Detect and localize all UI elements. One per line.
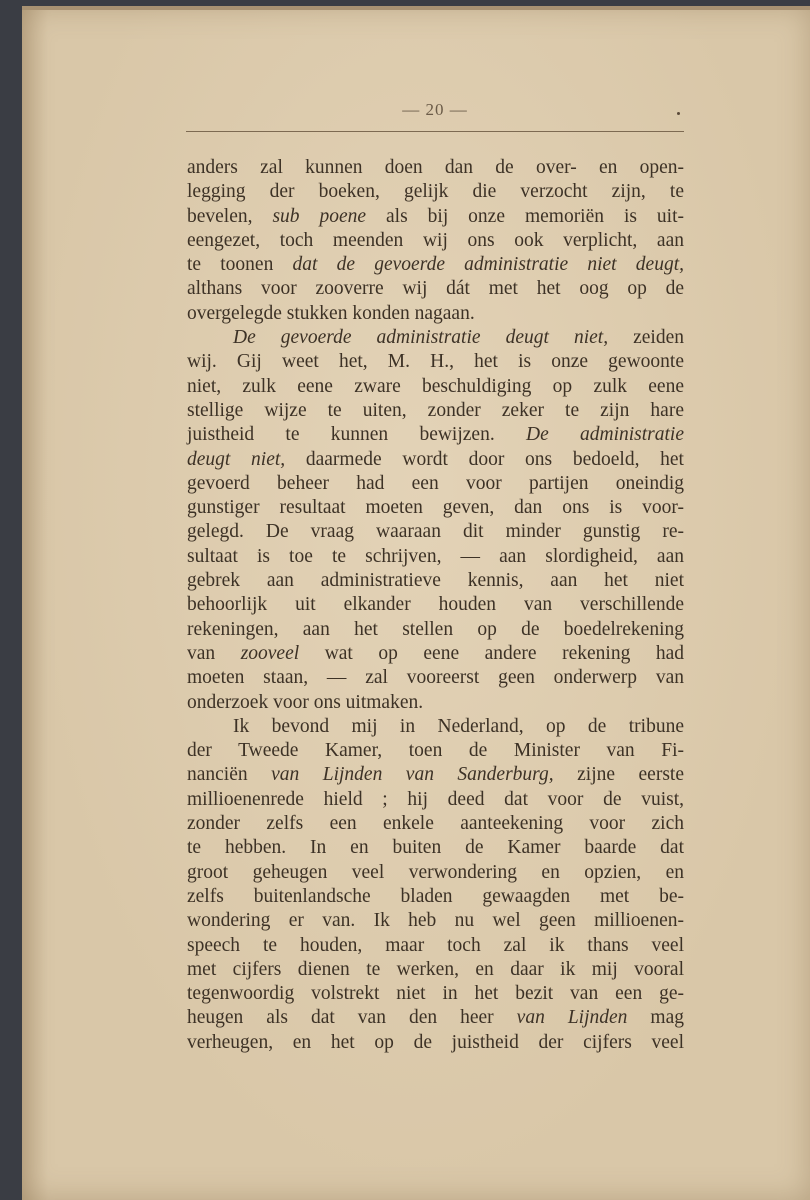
text-segment: Ik bevond mij in Nederland, op de tribune [233,715,684,737]
text-segment: overgelegde stukken konden nagaan. [187,302,475,324]
italic-text: De gevoerde administratie deugt niet, [233,327,609,349]
text-line [187,375,684,399]
text-segment: gunstiger resultaat moeten geven, dan ons is voor- [187,497,684,519]
text-line [187,1006,684,1030]
text-segment: groot geheugen veel verwondering en opzien, en [187,861,684,883]
text-line [187,934,684,958]
text-segment: verheugen, en het op de juistheid der cijfers veel [187,1031,684,1053]
text-segment: althans voor zooverre wij dát met het oog op de [187,278,684,300]
text-segment: legging der boeken, gelijk die verzocht zijn, te [187,181,684,203]
text-line [187,642,684,666]
text-segment: behoorlijk uit elkander houden van verschillende [187,594,684,616]
text-segment: sultaat is toe te schrijven, — aan slordigheid, aan [187,545,684,567]
text-line [187,812,684,836]
text-segment: heugen als dat van den heer [187,1007,517,1029]
text-line [187,715,684,739]
text-segment: van [187,642,241,664]
text-segment: bevelen, [187,205,273,227]
text-line [187,909,684,933]
text-segment: gebrek aan administratieve kennis, aan het niet [187,570,684,592]
text-line [187,885,684,909]
text-line [187,545,684,569]
text-segment: zonder zelfs een enkele aanteekening voor zich [187,813,684,835]
text-line [187,448,684,472]
text-line [187,861,684,885]
text-segment: rekeningen, aan het stellen op de boedelrekening [187,618,684,640]
text-segment: stellige wijze te uiten, zonder zeker te zijn hare [187,399,684,421]
text-segment: mag [627,1007,684,1029]
text-segment: zeiden [608,327,684,349]
header-rule [186,131,684,132]
text-line [187,739,684,763]
text-line [187,666,684,690]
text-segment: wondering er van. Ik heb nu wel geen millioenen- [187,910,684,932]
page-number: — 20 — [402,100,468,119]
page-top-edge [22,6,810,10]
text-line [187,569,684,593]
text-segment: te toonen [187,254,293,276]
text-line [187,423,684,447]
body-text [187,156,684,1055]
text-line [187,350,684,374]
text-segment: nanciën [187,764,272,786]
text-line [187,277,684,301]
text-line [187,472,684,496]
text-segment: moeten staan, — zal vooreerst geen onderwerp van [187,667,684,689]
italic-text: van Lijnden [516,1007,628,1029]
ink-speck [677,112,680,115]
italic-text: zooveel [240,642,300,664]
italic-text: sub poene [272,205,367,227]
text-line [187,618,684,642]
text-segment: gelegd. De vraag waaraan dit minder gunstig re- [187,521,684,543]
text-line [187,253,684,277]
italic-text: deugt niet, [187,448,286,470]
text-segment: niet, zulk eene zware beschuldiging op zulk eene [187,375,684,397]
italic-text: De administratie [525,424,684,446]
text-line [187,691,684,715]
text-segment: tegenwoordig volstrekt niet in het bezit van een ge- [187,983,684,1005]
text-line [187,958,684,982]
text-segment: te hebben. In en buiten de Kamer baarde dat [187,837,684,859]
text-segment: speech te houden, maar toch zal ik thans veel [187,934,684,956]
text-line [187,788,684,812]
text-segment: met cijfers dienen te werken, en daar ik mij vooral [187,958,684,980]
text-line [187,982,684,1006]
page-header [186,100,684,134]
text-segment: wat op eene andere rekening had [299,642,684,664]
text-line [187,205,684,229]
text-segment: juistheid te kunnen bewijzen. [187,424,526,446]
text-segment: onderzoek voor ons uitmaken. [187,691,424,713]
text-line [187,302,684,326]
text-segment: millioenenrede hield ; hij deed dat voor de vuist, [187,788,684,810]
text-segment: zijne eerste [553,764,684,786]
text-segment: als bij onze memoriën is uit- [366,205,684,227]
text-segment: zelfs buitenlandsche bladen gewaagden met be- [187,885,684,907]
text-line [187,156,684,180]
italic-text: van Lijnden van Sanderburg, [271,764,554,786]
text-line [187,593,684,617]
text-segment: gevoerd beheer had een voor partijen oneindig [187,472,684,494]
text-line [187,326,684,350]
text-line [187,496,684,520]
text-line [187,229,684,253]
text-line [187,836,684,860]
text-segment: daarmede wordt door ons bedoeld, het [285,448,684,470]
text-segment: anders zal kunnen doen dan de over- en open- [187,157,684,178]
text-segment: der Tweede Kamer, toen de Minister van Fi- [187,740,684,762]
text-line [187,520,684,544]
text-line [187,399,684,423]
text-line [187,1031,684,1055]
text-segment: wij. Gij weet het, M. H., het is onze gewoonte [187,351,684,373]
italic-text: dat de gevoerde administratie niet deugt, [292,254,684,276]
text-line [187,180,684,204]
text-segment: eengezet, toch meenden wij ons ook verplicht, aan [187,229,684,251]
text-line [187,763,684,787]
